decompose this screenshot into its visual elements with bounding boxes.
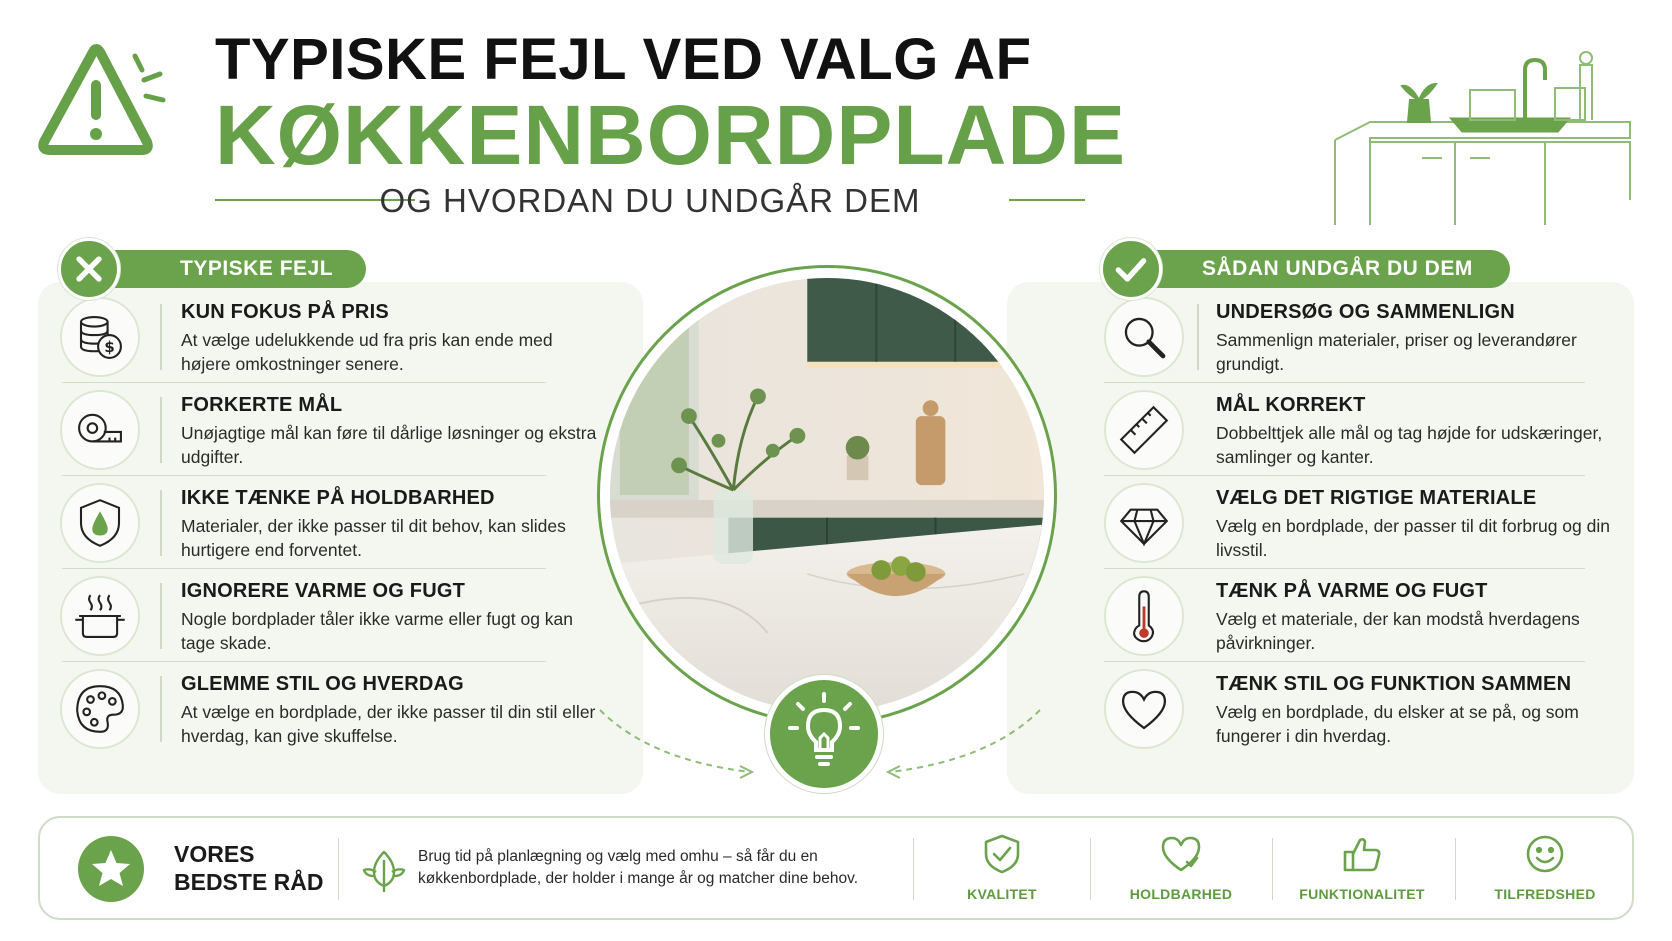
solution-desc: Sammenlign materialer, priser og leverandører grundigt. bbox=[1216, 330, 1577, 374]
solution-item bbox=[1007, 375, 1607, 475]
solution-title: TÆNK STIL OG FUNKTION SAMMEN bbox=[1216, 673, 1572, 695]
mistake-desc: At vælge en bordplade, der ikke passer til din stil eller hverdag, kan give skuffelse. bbox=[181, 702, 596, 746]
subtitle bbox=[215, 180, 1085, 220]
solution-desc: Vælg en bordplade, du elsker at se på, og som fungerer i din hverdag. bbox=[1216, 702, 1579, 746]
magnifier-icon bbox=[1104, 297, 1184, 377]
badge-label: FUNKTIONALITET bbox=[1299, 886, 1425, 902]
solution-title: UNDERSØG OG SAMMENLIGN bbox=[1216, 301, 1515, 323]
solution-title: TÆNK PÅ VARME OG FUGT bbox=[1216, 580, 1488, 602]
mistake-item bbox=[38, 375, 597, 475]
solution-item bbox=[1007, 282, 1607, 382]
mistake-item bbox=[38, 282, 568, 382]
tape-measure-icon bbox=[60, 390, 140, 470]
solution-desc: Dobbelttjek alle mål og tag højde for udskæringer, samlinger og kanter. bbox=[1216, 423, 1603, 467]
checkmark-icon bbox=[1100, 238, 1162, 300]
close-icon bbox=[58, 238, 120, 300]
solution-item bbox=[1007, 468, 1610, 568]
kitchen-sketch-icon bbox=[1330, 40, 1640, 225]
mistakes-heading: TYPISKE FEJL bbox=[88, 250, 366, 288]
page-title-line1: TYPISKE FEJL VED VALG AF bbox=[215, 27, 1032, 92]
money-stack-icon bbox=[60, 297, 140, 377]
mistake-title: IGNORERE VARME OG FUGT bbox=[181, 580, 466, 602]
mistake-title: FORKERTE MÅL bbox=[181, 394, 343, 416]
solution-item bbox=[1007, 561, 1607, 661]
svg-text:$: $ bbox=[104, 338, 115, 357]
tip-title-line1: VORES bbox=[174, 841, 255, 867]
thermometer-icon bbox=[1104, 576, 1184, 656]
kitchen-photo bbox=[597, 265, 1057, 725]
ruler-icon bbox=[1104, 390, 1184, 470]
leaf-icon bbox=[360, 846, 408, 894]
mistake-item bbox=[38, 468, 568, 568]
solution-title: VÆLG DET RIGTIGE MATERIALE bbox=[1216, 487, 1537, 509]
mistake-item bbox=[38, 654, 596, 754]
badge-label: TILFREDSHED bbox=[1494, 886, 1596, 902]
badge-label: HOLDBARHED bbox=[1129, 886, 1233, 902]
solutions-heading: SÅDAN UNDGÅR DU DEM bbox=[1130, 250, 1510, 288]
mistake-title: KUN FOKUS PÅ PRIS bbox=[181, 301, 389, 323]
shield-check-icon bbox=[980, 832, 1024, 876]
tip-text: Brug tid på planlægning og vælg med omhu – så får du en køkkenbordplade, der holder i mange år og matcher dine behov. bbox=[418, 848, 859, 887]
heart-icon bbox=[1104, 669, 1184, 749]
palette-icon bbox=[60, 669, 140, 749]
badge-durability bbox=[1096, 832, 1266, 912]
solution-desc: Vælg et materiale, der kan modstå hverdagens påvirkninger. bbox=[1216, 609, 1580, 653]
diamond-icon bbox=[1104, 483, 1184, 563]
mistake-desc: At vælge udelukkende ud fra pris kan ende med højere omkostninger senere. bbox=[181, 330, 553, 374]
page-title-line2: KØKKENBORDPLADE bbox=[215, 88, 1127, 182]
badge-label: KVALITET bbox=[967, 886, 1037, 902]
badge-satisfaction bbox=[1460, 832, 1630, 912]
solution-desc: Vælg en bordplade, der passer til dit forbrug og din livsstil. bbox=[1216, 516, 1610, 560]
thumbs-up-icon bbox=[1340, 832, 1384, 876]
mistake-desc: Nogle bordplader tåler ikke varme eller fugt og kan tage skade. bbox=[181, 609, 574, 653]
heart-outline-icon bbox=[1159, 832, 1203, 876]
badge-functionality bbox=[1277, 832, 1447, 912]
mistake-title: IKKE TÆNKE PÅ HOLDBARHED bbox=[181, 487, 495, 509]
solutions-panel bbox=[1007, 282, 1634, 794]
warning-icon bbox=[38, 42, 168, 160]
subtitle-text: OG HVORDAN DU UNDGÅR DEM bbox=[379, 182, 921, 219]
mistake-desc: Unøjagtige mål kan føre til dårlige løsninger og ekstra udgifter. bbox=[181, 423, 597, 467]
shield-drop-icon bbox=[60, 483, 140, 563]
mistake-item bbox=[38, 561, 574, 661]
badge-quality bbox=[917, 832, 1087, 912]
lightbulb-icon bbox=[765, 675, 883, 793]
mistake-desc: Materialer, der ikke passer til dit behov, kan slides hurtigere end forventet. bbox=[181, 516, 566, 560]
tip-title-line2: BEDSTE RÅD bbox=[174, 869, 324, 895]
best-tip-bar bbox=[38, 816, 1634, 920]
mistakes-panel bbox=[38, 282, 643, 794]
star-icon bbox=[78, 836, 144, 902]
solution-title: MÅL KORREKT bbox=[1216, 394, 1366, 416]
solution-item bbox=[1007, 654, 1607, 754]
steaming-pot-icon bbox=[60, 576, 140, 656]
mistake-title: GLEMME STIL OG HVERDAG bbox=[181, 673, 464, 695]
tip-title bbox=[174, 840, 324, 896]
smiley-icon bbox=[1523, 832, 1567, 876]
